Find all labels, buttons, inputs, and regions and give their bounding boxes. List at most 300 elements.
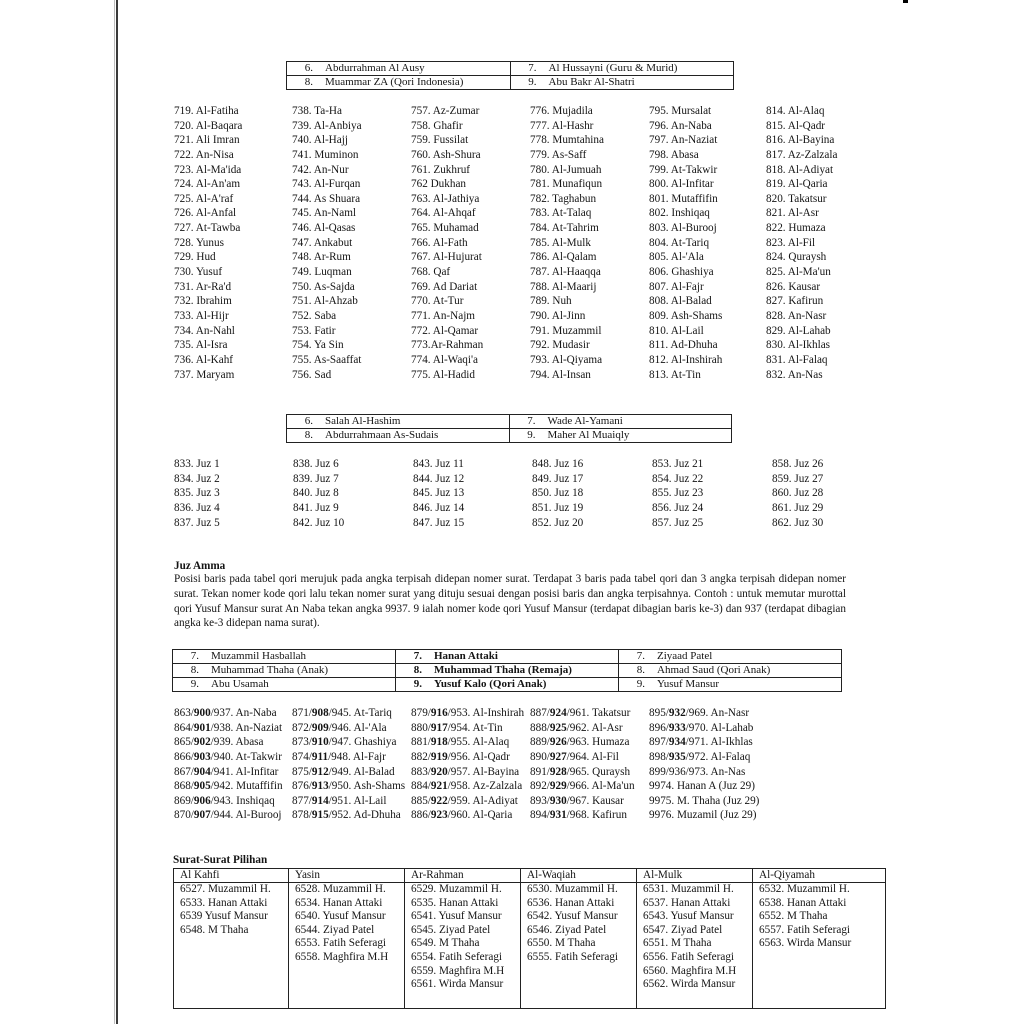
surah-item: 784. At-Tahrim <box>530 222 599 235</box>
surah-item: 749. Luqman <box>292 266 352 279</box>
surah-item: 813. At-Tin <box>649 368 701 381</box>
surah-item: 770. At-Tur <box>411 295 464 308</box>
code-prefix: 886/ <box>411 809 431 822</box>
code-prefix: 888/ <box>530 721 550 734</box>
surat-item: 6536. Hanan Attaki <box>527 896 615 909</box>
surat-item: 6539 Yusuf Mansur <box>180 910 268 923</box>
juz-item: 848. Juz 16 <box>532 458 584 470</box>
qori-cell <box>619 650 842 664</box>
surah-item: 738. Ta-Ha <box>292 105 342 117</box>
code-prefix: 885/ <box>411 794 431 807</box>
surah-item: 783. At-Talaq <box>530 207 592 220</box>
qori-number: 7. <box>636 650 645 662</box>
surat-item: 6548. M Thaha <box>180 923 249 936</box>
code-middle: 906 <box>193 794 211 807</box>
qori-cell <box>396 664 619 678</box>
juz-item: 836. Juz 4 <box>174 501 220 514</box>
juz-amma-item <box>174 794 283 809</box>
code-suffix-surah: /968. Kafirun <box>566 809 627 822</box>
code-prefix: 872/ <box>292 721 312 734</box>
surah-item: 772. Al-Qamar <box>411 324 479 337</box>
juz-item: 850. Juz 18 <box>532 487 584 500</box>
qori-cell <box>173 650 396 664</box>
code-middle: 901 <box>193 721 211 734</box>
surah-item: 768. Qaf <box>411 266 451 279</box>
surat-pilihan-header-row <box>174 869 886 883</box>
surat-item: 6549. M Thaha <box>411 937 480 950</box>
surah-item: 793. Al-Qiyama <box>530 353 603 366</box>
code-prefix: 890/ <box>530 750 550 763</box>
juz-item: 855. Juz 23 <box>652 487 704 500</box>
code-prefix: 892/ <box>530 780 550 793</box>
code-suffix-surah: /954. At-Tin <box>447 721 503 734</box>
surat-item: 6556. Fatih Seferagi <box>643 950 735 963</box>
surah-item: 764. Al-Ahqaf <box>411 207 476 220</box>
surah-item: 795. Mursalat <box>649 105 712 117</box>
qori-cell <box>173 678 396 692</box>
surah-item: 811. Ad-Dhuha <box>649 339 718 352</box>
surah-item: 788. Al-Maarij <box>530 280 597 293</box>
surah-item: 816. Al-Bayina <box>766 134 835 147</box>
juz-amma-item <box>649 706 759 721</box>
surah-item: 758. Ghafir <box>411 119 463 132</box>
code-middle: 913 <box>311 780 329 793</box>
qori-number: 7. <box>190 650 199 662</box>
code-suffix-surah: /948. Al-Fajr <box>328 750 386 763</box>
code-middle: 908 <box>311 707 329 719</box>
surah-column <box>174 104 242 382</box>
juz-item: 837. Juz 5 <box>174 516 220 529</box>
surat-item: 6532. Muzammil H. <box>759 883 850 895</box>
surah-item: 752. Saba <box>292 309 337 322</box>
surat-item: 6559. Maghfira M.H <box>411 964 505 977</box>
surat-column-header: Al Kahfi <box>174 869 289 883</box>
qori-number: 8. <box>413 664 422 676</box>
juz-amma-item <box>530 721 635 736</box>
juz-amma-item <box>649 808 759 823</box>
surat-item: 6551. M Thaha <box>643 937 712 950</box>
surat-column-header: Al-Waqiah <box>521 869 637 883</box>
surah-item: 810. Al-Lail <box>649 324 704 337</box>
surah-item: 742. An-Nur <box>292 163 349 176</box>
surat-column-header: Al-Qiyamah <box>753 869 886 883</box>
juz-column <box>532 457 583 530</box>
surah-item: 745. An-Naml <box>292 207 357 220</box>
surah-item: 792. Mudasir <box>530 339 590 352</box>
code-middle: 922 <box>430 794 448 807</box>
surah-item: 806. Ghashiya <box>649 266 714 279</box>
juz-item: 854. Juz 22 <box>652 472 704 485</box>
juz-amma-item <box>174 735 283 750</box>
juz-amma-column <box>292 706 405 823</box>
surah-item: 797. An-Naziat <box>649 134 718 147</box>
code-middle: 929 <box>549 780 567 793</box>
surah-item: 724. Al-An'am <box>174 178 241 191</box>
juz-amma-item <box>649 750 759 765</box>
surat-item: 6563. Wirda Mansur <box>759 937 852 950</box>
code-middle: 930 <box>549 794 567 807</box>
qori-row <box>287 76 734 90</box>
code-middle: 900 <box>193 707 211 719</box>
juz-amma-item <box>411 735 524 750</box>
surah-item: 755. As-Saaffat <box>292 353 362 366</box>
surah-column <box>649 104 722 382</box>
surah-item: 800. Al-Infitar <box>649 178 714 191</box>
surah-item: 726. Al-Anfal <box>174 207 237 220</box>
code-prefix: 874/ <box>292 750 312 763</box>
juz-amma-item <box>530 750 635 765</box>
qori-name: Ziyaad Patel <box>657 650 713 662</box>
code-middle: 911 <box>311 750 329 763</box>
surah-item: 781. Munafiqun <box>530 178 603 191</box>
qori-table-surah <box>286 61 734 90</box>
code-middle: 924 <box>549 707 567 719</box>
qori-cell <box>619 678 842 692</box>
code-suffix-surah: /941. Al-Infitar <box>210 765 279 778</box>
code-middle: 902 <box>193 736 211 749</box>
juz-amma-item <box>530 706 635 721</box>
qori-name: Al Hussayni (Guru & Murid) <box>548 62 678 74</box>
qori-name: Abu Bakr Al-Shatri <box>548 76 635 88</box>
surah-item: 753. Fatir <box>292 324 336 337</box>
surah-item: 821. Al-Asr <box>766 207 819 220</box>
surah-item: 807. Al-Fajr <box>649 280 704 293</box>
surat-item: 6534. Hanan Attaki <box>295 896 383 909</box>
surah-item: 748. Ar-Rum <box>292 251 351 264</box>
code-middle: 903 <box>193 750 211 763</box>
surah-item: 744. As Shuara <box>292 192 361 205</box>
code-suffix-surah: /949. Al-Balad <box>328 765 395 778</box>
juz-column <box>293 457 344 530</box>
juz-amma-item <box>530 735 635 750</box>
code-suffix-surah: /958. Az-Zalzala <box>447 780 523 793</box>
surah-item: 791. Muzammil <box>530 324 602 337</box>
surat-item: 6542. Yusuf Mansur <box>527 910 618 923</box>
juz-amma-item <box>174 779 283 794</box>
juz-item: 852. Juz 20 <box>532 516 584 529</box>
surah-item: 760. Ash-Shura <box>411 148 481 161</box>
qori-cell <box>173 664 396 678</box>
code-suffix-surah: /966. Al-Ma'un <box>566 780 635 793</box>
juz-amma-item <box>530 765 635 780</box>
qori-number: 7. <box>528 62 537 74</box>
surah-item: 720. Al-Baqara <box>174 119 243 132</box>
code-middle: 909 <box>311 721 329 734</box>
code-prefix: 865/ <box>174 736 194 749</box>
surah-item: 762 Dukhan <box>411 178 466 191</box>
code-suffix-surah: /956. Al-Qadr <box>447 750 510 763</box>
surah-item: 815. Al-Qadr <box>766 119 826 132</box>
qori-name: Muhammad Thaha (Anak) <box>211 664 329 676</box>
juz-amma-item <box>174 721 283 736</box>
surah-item: 728. Yunus <box>174 236 224 249</box>
surah-item: 825. Al-Ma'un <box>766 266 831 279</box>
qori-cell <box>396 650 619 664</box>
surah-item: 771. An-Najm <box>411 309 476 322</box>
code-suffix-surah: /959. Al-Adiyat <box>447 794 518 807</box>
surah-item: 727. At-Tawba <box>174 222 241 235</box>
juz-item: 846. Juz 14 <box>413 501 465 514</box>
code-suffix-surah: /939. Abasa <box>210 736 264 749</box>
qori-number: 9. <box>527 429 536 441</box>
surat-item: 6540. Yusuf Mansur <box>295 910 386 923</box>
juz-item: 856. Juz 24 <box>652 501 704 514</box>
code-middle: 926 <box>549 736 567 749</box>
code-suffix-surah: /950. Ash-Shams <box>328 780 406 793</box>
code-middle: 918 <box>430 736 448 749</box>
juz-item: 857. Juz 25 <box>652 516 704 529</box>
surah-item: 776. Mujadila <box>530 105 593 117</box>
surat-item: 6527. Muzammil H. <box>180 883 271 895</box>
surat-column-cell <box>289 883 405 1009</box>
surat-item: 6535. Hanan Attaki <box>411 896 499 909</box>
juz-column <box>413 457 464 530</box>
code-prefix: 895/ <box>649 707 669 719</box>
surat-item: 6545. Ziyad Patel <box>411 923 491 936</box>
juz-amma-item <box>649 765 759 780</box>
juz-item: 841. Juz 9 <box>293 501 339 514</box>
code-suffix-surah: /971. Al-Ikhlas <box>685 736 753 749</box>
surah-item: 763. Al-Jathiya <box>411 192 480 205</box>
code-middle: 927 <box>549 750 567 763</box>
surah-item: 765. Muhamad <box>411 222 479 235</box>
surah-item: 746. Al-Qasas <box>292 222 356 235</box>
juz-item: 838. Juz 6 <box>293 458 339 470</box>
surat-item: 6561. Wirda Mansur <box>411 978 504 991</box>
code-prefix: 869/ <box>174 794 194 807</box>
surah-item: 804. At-Tariq <box>649 236 710 249</box>
juz-amma-heading: Juz Amma <box>174 560 226 572</box>
surah-item: 730. Yusuf <box>174 266 223 279</box>
code-prefix: 9975. M. Thaha (Juz 29) <box>649 794 760 807</box>
code-suffix-surah: /972. Al-Falaq <box>685 750 751 763</box>
code-suffix-surah: /947. Ghashiya <box>328 736 397 749</box>
juz-item: 844. Juz 12 <box>413 472 465 485</box>
code-suffix-surah: /965. Quraysh <box>566 765 631 778</box>
code-suffix-surah: /938. An-Naziat <box>210 721 283 734</box>
code-suffix-surah: /944. Al-Burooj <box>210 809 282 822</box>
juz-amma-item <box>174 706 283 721</box>
surah-item: 796. An-Naba <box>649 119 712 132</box>
qori-table-juz-amma <box>172 649 842 692</box>
juz-amma-item <box>411 765 524 780</box>
juz-item: 849. Juz 17 <box>532 472 584 485</box>
qori-row <box>287 429 732 443</box>
code-prefix: 866/ <box>174 750 194 763</box>
surah-item: 824. Quraysh <box>766 251 827 264</box>
surah-item: 761. Zukhruf <box>411 163 471 176</box>
surah-item: 805. Al-'Ala <box>649 251 704 264</box>
code-prefix: 873/ <box>292 736 312 749</box>
surah-item: 779. As-Saff <box>530 148 587 161</box>
juz-item: 862. Juz 30 <box>772 516 824 529</box>
code-middle: 934 <box>668 736 686 749</box>
code-middle: 905 <box>193 780 211 793</box>
surah-item: 759. Fussilat <box>411 134 469 147</box>
surah-item: 819. Al-Qaria <box>766 178 828 191</box>
juz-amma-instructions: Posisi baris pada tabel qori merujuk pada angka terpisah didepan nomer surat. Terdapat 3 baris pada tabel qori dan 3 angka terpisah didepan nomer surat. Tekan nomer kode qori lalu tekan nomer surat yang dituju sesuai dengan posisi baris dan angka terpisahnya. Contoh : untuk memutar murottal qori Yusuf Mansur surat An Naba tekan angka 9937. 9 ialah nomer kode qori Yusuf Mansur (terdapat dibagian baris ke-3) dan 937 (terdapat dibagian angka ke-3 didepan nama surat). <box>174 573 846 630</box>
surah-item: 794. Al-Insan <box>530 368 591 381</box>
surat-item: 6553. Fatih Seferagi <box>295 937 387 950</box>
surah-item: 766. Al-Fath <box>411 236 468 249</box>
code-prefix: 867/ <box>174 765 194 778</box>
code-prefix: 889/ <box>530 736 550 749</box>
surah-item: 757. Az-Zumar <box>411 105 480 117</box>
surah-item: 826. Kausar <box>766 280 821 293</box>
juz-amma-item <box>530 779 635 794</box>
code-prefix: 884/ <box>411 780 431 793</box>
surah-item: 785. Al-Mulk <box>530 236 591 249</box>
juz-amma-column <box>649 706 759 823</box>
qori-table-juz <box>286 414 732 443</box>
juz-amma-item <box>292 808 405 823</box>
surah-item: 731. Ar-Ra'd <box>174 280 232 293</box>
juz-amma-column <box>411 706 524 823</box>
juz-amma-item <box>292 721 405 736</box>
qori-name: Abdurrahmaan As-Sudais <box>325 429 439 441</box>
code-prefix: 887/ <box>530 707 550 719</box>
qori-number: 7. <box>413 650 422 662</box>
surat-item: 6557. Fatih Seferagi <box>759 923 851 936</box>
code-prefix: 876/ <box>292 780 312 793</box>
juz-item: 833. Juz 1 <box>174 458 220 470</box>
surah-item: 820. Takatsur <box>766 192 827 205</box>
surah-item: 775. Al-Hadid <box>411 368 476 381</box>
juz-amma-item <box>292 765 405 780</box>
surah-item: 733. Al-Hijr <box>174 309 229 322</box>
surat-column-cell <box>521 883 637 1009</box>
juz-amma-column <box>174 706 283 823</box>
surah-item: 722. An-Nisa <box>174 148 234 161</box>
juz-amma-item <box>649 721 759 736</box>
qori-number: 9. <box>413 678 422 690</box>
qori-name: Muzammil Hasballah <box>211 650 307 662</box>
surah-item: 756. Sad <box>292 368 332 381</box>
surat-item: 6531. Muzammil H. <box>643 883 734 895</box>
surah-item: 773.Ar-Rahman <box>411 339 484 352</box>
code-middle: 920 <box>430 765 448 778</box>
juz-item: 834. Juz 2 <box>174 472 220 485</box>
code-prefix: 893/ <box>530 794 550 807</box>
juz-item: 851. Juz 19 <box>532 501 584 514</box>
juz-item: 860. Juz 28 <box>772 487 824 500</box>
surah-item: 829. Al-Lahab <box>766 324 831 337</box>
surah-item: 798. Abasa <box>649 148 699 161</box>
juz-item: 845. Juz 13 <box>413 487 465 500</box>
surah-column <box>292 104 362 382</box>
surah-column <box>411 104 483 382</box>
surah-item: 740. Al-Hajj <box>292 134 348 147</box>
code-middle: 917 <box>430 721 448 734</box>
juz-amma-item <box>411 706 524 721</box>
surah-item: 735. Al-Isra <box>174 339 228 352</box>
code-prefix: 879/ <box>411 707 431 719</box>
code-suffix-surah: /940. At-Takwir <box>210 750 282 763</box>
code-prefix: 870/ <box>174 809 194 822</box>
juz-column <box>772 457 823 530</box>
surat-item: 6562. Wirda Mansur <box>643 978 736 991</box>
surah-item: 803. Al-Burooj <box>649 222 717 235</box>
code-suffix-surah: /961. Takatsur <box>566 707 631 719</box>
qori-row <box>173 650 842 664</box>
surah-item: 725. Al-A'raf <box>174 192 234 205</box>
code-prefix: 871/ <box>292 707 312 719</box>
juz-amma-item <box>411 808 524 823</box>
surat-column-cell <box>637 883 753 1009</box>
code-suffix-surah: /957. Al-Bayina <box>447 765 520 778</box>
code-middle: 931 <box>549 809 567 822</box>
code-suffix-surah: /937. An-Naba <box>210 707 277 719</box>
code-middle: 915 <box>311 809 329 822</box>
code-suffix-surah: /960. Al-Qaria <box>447 809 513 822</box>
juz-amma-item <box>411 721 524 736</box>
code-middle: 904 <box>193 765 211 778</box>
surat-item: 6555. Fatih Seferagi <box>527 950 619 963</box>
juz-item: 859. Juz 27 <box>772 472 824 485</box>
qori-number: 8. <box>636 664 645 676</box>
surat-item: 6560. Maghfira M.H <box>643 964 737 977</box>
code-middle: 928 <box>549 765 567 778</box>
surah-item: 828. An-Nasr <box>766 309 827 322</box>
code-middle: 916 <box>430 707 448 719</box>
surah-item: 721. Ali Imran <box>174 134 240 147</box>
qori-number: 6. <box>304 62 313 74</box>
code-middle: 925 <box>549 721 567 734</box>
code-middle: 907 <box>193 809 211 822</box>
surah-item: 737. Maryam <box>174 368 235 381</box>
surah-item: 814. Al-Alaq <box>766 105 825 117</box>
code-prefix: 883/ <box>411 765 431 778</box>
qori-number: 9. <box>636 678 645 690</box>
surah-item: 741. Muminon <box>292 148 359 161</box>
code-middle: 912 <box>311 765 329 778</box>
code-prefix: 897/ <box>649 736 669 749</box>
qori-row <box>287 62 734 76</box>
code-prefix: 899/936/973. An-Nas <box>649 765 746 778</box>
surat-item: 6541. Yusuf Mansur <box>411 910 502 923</box>
juz-amma-item <box>649 794 759 809</box>
surah-item: 739. Al-Anbiya <box>292 119 362 132</box>
code-suffix-surah: /963. Humaza <box>566 736 630 749</box>
surat-item: 6552. M Thaha <box>759 910 828 923</box>
code-prefix: 863/ <box>174 707 194 719</box>
qori-cell <box>396 678 619 692</box>
code-middle: 935 <box>668 750 686 763</box>
code-prefix: 877/ <box>292 794 312 807</box>
surat-column-cell <box>174 883 289 1009</box>
qori-name: Yusuf Kalo (Qori Anak) <box>434 678 547 690</box>
code-suffix-surah: /945. At-Tariq <box>328 707 392 719</box>
surah-item: 769. Ad Dariat <box>411 280 478 293</box>
qori-name: Hanan Attaki <box>434 650 498 662</box>
surat-item: 6528. Muzammil H. <box>295 883 386 895</box>
code-suffix-surah: /952. Ad-Dhuha <box>328 809 401 822</box>
surat-item: 6550. M Thaha <box>527 937 596 950</box>
juz-amma-item <box>292 706 405 721</box>
qori-row <box>173 678 842 692</box>
juz-amma-item <box>292 750 405 765</box>
surat-pilihan-heading: Surat-Surat Pilihan <box>173 854 268 866</box>
code-suffix-surah: /942. Mutaffifin <box>210 780 283 793</box>
qori-number: 9. <box>190 678 199 690</box>
surah-item: 822. Humaza <box>766 222 826 235</box>
juz-item: 839. Juz 7 <box>293 472 339 485</box>
surah-item: 751. Al-Ahzab <box>292 295 358 308</box>
juz-amma-item <box>411 794 524 809</box>
code-prefix: 881/ <box>411 736 431 749</box>
qori-name: Abu Usamah <box>211 678 269 690</box>
code-suffix-surah: /970. Al-Lahab <box>685 721 754 734</box>
